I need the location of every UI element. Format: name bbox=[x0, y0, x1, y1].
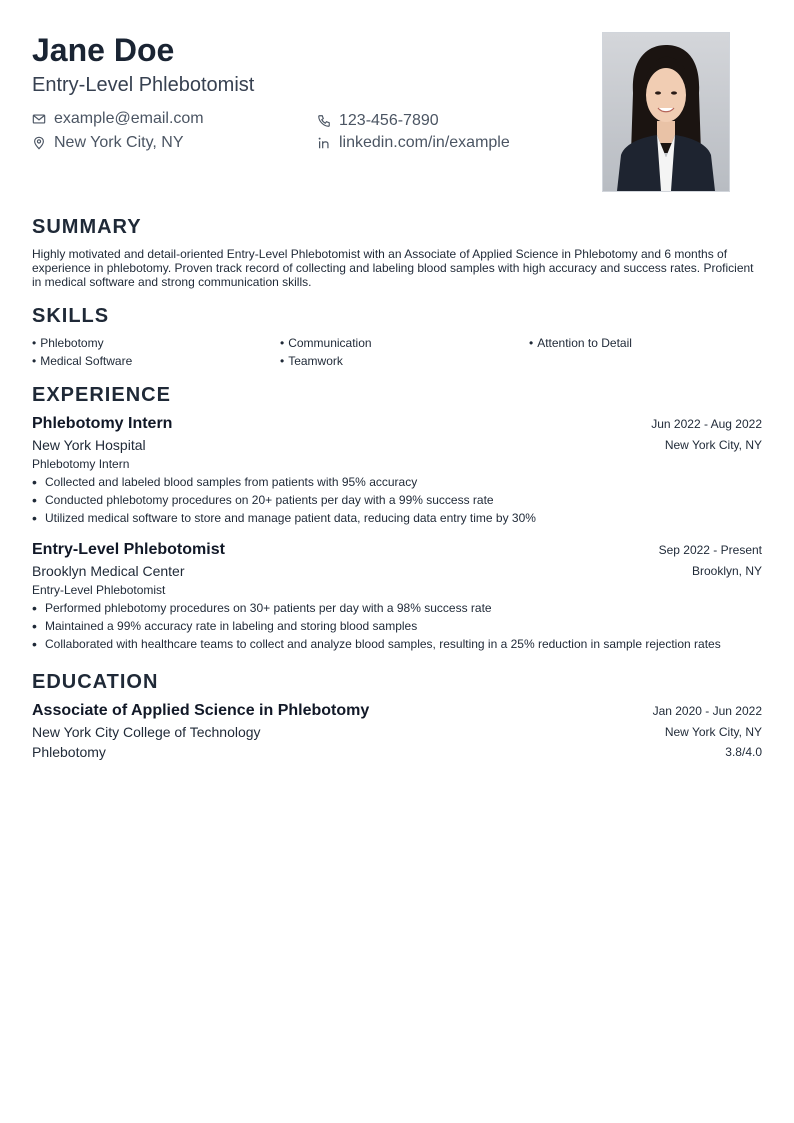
job-title: Phlebotomy Intern bbox=[32, 415, 173, 432]
job-bullet: • Maintained a 99% accuracy rate in labeling and storing blood samples bbox=[32, 618, 418, 634]
job-bullet: • Conducted phlebotomy procedures on 20+ patients per day with a 99% success rate bbox=[32, 492, 494, 508]
location-text: New York City, NY bbox=[54, 134, 184, 151]
phone-icon bbox=[317, 114, 331, 128]
job-role: Phlebotomy Intern bbox=[32, 457, 130, 471]
contact-email[interactable] bbox=[32, 109, 204, 129]
experience-heading: EXPERIENCE bbox=[32, 384, 171, 406]
job-company: New York Hospital bbox=[32, 437, 146, 453]
degree-title: Associate of Applied Science in Phlebotomy bbox=[32, 702, 370, 719]
linkedin-icon bbox=[317, 136, 331, 150]
email-text: example@email.com bbox=[54, 110, 204, 127]
job-company: Brooklyn Medical Center bbox=[32, 563, 185, 579]
job-location: Brooklyn, NY bbox=[691, 564, 762, 578]
candidate-name: Jane Doe bbox=[32, 32, 175, 68]
school-name: New York City College of Technology bbox=[32, 724, 261, 740]
skill-item: • Phlebotomy bbox=[32, 336, 104, 350]
mail-icon bbox=[32, 112, 46, 126]
gpa: 3.8/4.0 bbox=[725, 745, 762, 759]
job-dates: Jun 2022 - Aug 2022 bbox=[651, 417, 762, 431]
job-bullet: • Performed phlebotomy procedures on 30+ patients per day with a 98% success rate bbox=[32, 600, 492, 616]
skill-item: • Medical Software bbox=[32, 354, 133, 368]
school-location: New York City, NY bbox=[664, 725, 762, 739]
education-heading: EDUCATION bbox=[32, 671, 159, 693]
phone-text: 123-456-7890 bbox=[339, 112, 439, 129]
job-role: Entry-Level Phlebotomist bbox=[32, 583, 166, 597]
profile-photo-illustration bbox=[603, 33, 729, 191]
job-bullet: • Collaborated with healthcare teams to collect and analyze blood samples, resulting in a 25% reduction in sample rejection rates bbox=[32, 636, 721, 652]
skill-item: • Teamwork bbox=[280, 354, 343, 368]
contact-linkedin[interactable] bbox=[317, 133, 510, 153]
field-of-study: Phlebotomy bbox=[32, 744, 106, 760]
profile-photo bbox=[602, 32, 730, 192]
linkedin-text: linkedin.com/in/example bbox=[339, 134, 510, 151]
skills-heading: SKILLS bbox=[32, 305, 110, 327]
skill-item: • Communication bbox=[280, 336, 372, 350]
contact-location bbox=[32, 133, 184, 153]
resume-page bbox=[32, 32, 762, 760]
summary-text: Highly motivated and detail-oriented Entry-Level Phlebotomist with an Associate of Applied Science in Phlebotomy and 6 months of experience in phlebotomy. Proven track record of collecting and labeling blood samples with high accuracy and success rates. Proficient in medical software and strong communication skills. bbox=[32, 247, 754, 289]
job-bullet: • Utilized medical software to store and manage patient data, reducing data entry time by 30% bbox=[32, 510, 536, 526]
location-pin-icon bbox=[32, 136, 46, 150]
contact-phone[interactable] bbox=[317, 111, 439, 131]
job-title: Entry-Level Phlebotomist bbox=[32, 541, 225, 558]
education-dates: Jan 2020 - Jun 2022 bbox=[652, 704, 762, 718]
job-dates: Sep 2022 - Present bbox=[658, 543, 762, 557]
skill-item: • Attention to Detail bbox=[529, 336, 632, 350]
candidate-title: Entry-Level Phlebotomist bbox=[32, 74, 255, 96]
summary-heading: SUMMARY bbox=[32, 216, 142, 238]
resume-header bbox=[32, 32, 762, 192]
job-location: New York City, NY bbox=[664, 438, 762, 452]
job-bullet: • Collected and labeled blood samples from patients with 95% accuracy bbox=[32, 474, 418, 490]
